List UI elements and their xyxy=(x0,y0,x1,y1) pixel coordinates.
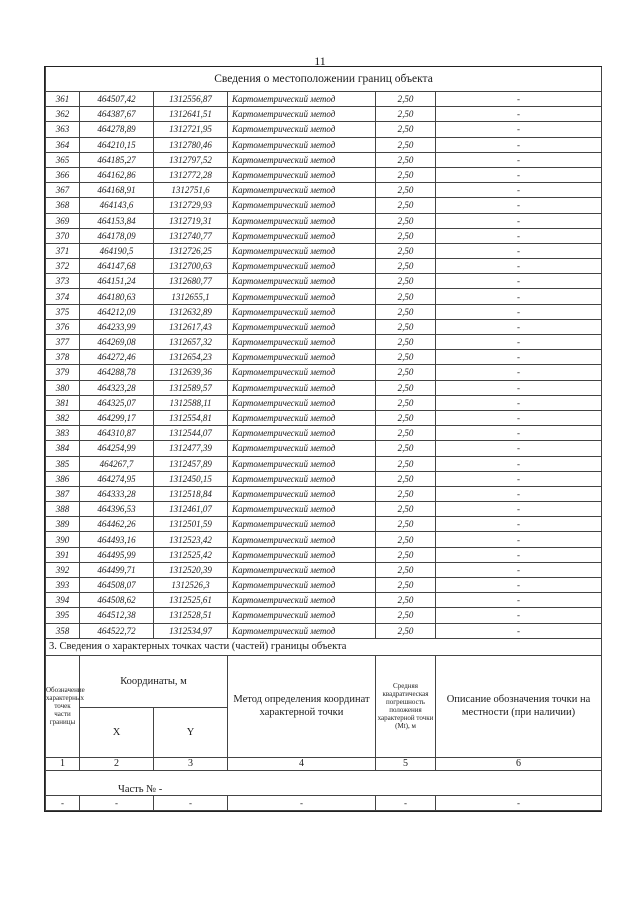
point-number-cell: 367 xyxy=(46,183,80,198)
table-row xyxy=(46,562,602,577)
point-number-cell: 369 xyxy=(46,213,80,228)
boundary-table xyxy=(45,67,602,639)
error-cell: 2,50 xyxy=(376,441,436,456)
description-cell: - xyxy=(436,365,602,380)
empty-cell-3: - xyxy=(154,795,228,810)
description-cell: - xyxy=(436,259,602,274)
col-method-header: Метод определения координат характерной точки xyxy=(228,655,376,757)
coord-y-cell: 1312501,59 xyxy=(154,517,228,532)
point-number-cell: 393 xyxy=(46,578,80,593)
point-number-cell: 370 xyxy=(46,228,80,243)
point-number-cell: 390 xyxy=(46,532,80,547)
document-frame xyxy=(44,66,602,812)
error-cell: 2,50 xyxy=(376,152,436,167)
error-cell: 2,50 xyxy=(376,92,436,107)
coord-y-cell: 1312525,42 xyxy=(154,547,228,562)
coord-y-cell: 1312525,61 xyxy=(154,593,228,608)
table-row xyxy=(46,502,602,517)
method-cell: Картометрический метод xyxy=(228,137,376,152)
coord-y-cell: 1312450,15 xyxy=(154,471,228,486)
method-cell: Картометрический метод xyxy=(228,122,376,137)
coord-x-cell: 464151,24 xyxy=(80,274,154,289)
coord-x-cell: 464212,09 xyxy=(80,304,154,319)
point-number-cell: 361 xyxy=(46,92,80,107)
coord-x-cell: 464272,46 xyxy=(80,350,154,365)
error-cell: 2,50 xyxy=(376,502,436,517)
coord-y-cell: 1312797,52 xyxy=(154,152,228,167)
table-row xyxy=(46,593,602,608)
empty-cell-5: - xyxy=(376,795,436,810)
method-cell: Картометрический метод xyxy=(228,608,376,623)
coord-y-cell: 1312657,32 xyxy=(154,335,228,350)
point-number-cell: 386 xyxy=(46,471,80,486)
coord-x-cell: 464495,99 xyxy=(80,547,154,562)
coord-x-cell: 464310,87 xyxy=(80,426,154,441)
table-row xyxy=(46,410,602,425)
coord-y-cell: 1312740,77 xyxy=(154,228,228,243)
error-cell: 2,50 xyxy=(376,623,436,638)
method-cell: Картометрический метод xyxy=(228,426,376,441)
error-cell: 2,50 xyxy=(376,122,436,137)
point-number-cell: 378 xyxy=(46,350,80,365)
description-cell: - xyxy=(436,335,602,350)
coord-x-cell: 464210,15 xyxy=(80,137,154,152)
point-number-cell: 365 xyxy=(46,152,80,167)
error-cell: 2,50 xyxy=(376,183,436,198)
coord-x-cell: 464168,91 xyxy=(80,183,154,198)
table-row xyxy=(46,274,602,289)
section-title: Сведения о местоположении границ объекта xyxy=(46,67,602,92)
coord-x-cell: 464153,84 xyxy=(80,213,154,228)
description-cell: - xyxy=(436,486,602,501)
col-error-header: Средняя квадратическая погрешность положения характерной точки (Мt), м xyxy=(376,655,436,757)
coord-x-cell: 464507,42 xyxy=(80,92,154,107)
table-row xyxy=(46,259,602,274)
method-cell: Картометрический метод xyxy=(228,593,376,608)
point-number-cell: 381 xyxy=(46,395,80,410)
description-cell: - xyxy=(436,608,602,623)
table-row xyxy=(46,471,602,486)
table-row xyxy=(46,122,602,137)
method-cell: Картометрический метод xyxy=(228,532,376,547)
error-cell: 2,50 xyxy=(376,335,436,350)
table-row xyxy=(46,243,602,258)
method-cell: Картометрический метод xyxy=(228,395,376,410)
method-cell: Картометрический метод xyxy=(228,107,376,122)
method-cell: Картометрический метод xyxy=(228,167,376,182)
method-cell: Картометрический метод xyxy=(228,380,376,395)
error-cell: 2,50 xyxy=(376,593,436,608)
coord-y-cell: 1312477,39 xyxy=(154,441,228,456)
table-row xyxy=(46,532,602,547)
coord-x-cell: 464323,28 xyxy=(80,380,154,395)
point-number-cell: 363 xyxy=(46,122,80,137)
error-cell: 2,50 xyxy=(376,456,436,471)
coord-y-cell: 1312726,25 xyxy=(154,243,228,258)
table-row xyxy=(46,623,602,638)
error-cell: 2,50 xyxy=(376,319,436,334)
coord-y-cell: 1312520,39 xyxy=(154,562,228,577)
coord-y-cell: 1312721,95 xyxy=(154,122,228,137)
coord-x-cell: 464178,09 xyxy=(80,228,154,243)
description-cell: - xyxy=(436,395,602,410)
error-cell: 2,50 xyxy=(376,228,436,243)
method-cell: Картометрический метод xyxy=(228,259,376,274)
description-cell: - xyxy=(436,578,602,593)
point-number-cell: 375 xyxy=(46,304,80,319)
method-cell: Картометрический метод xyxy=(228,350,376,365)
col-num-4: 4 xyxy=(228,757,376,770)
point-number-cell: 371 xyxy=(46,243,80,258)
coord-x-cell: 464185,27 xyxy=(80,152,154,167)
coord-y-cell: 1312655,1 xyxy=(154,289,228,304)
description-cell: - xyxy=(436,183,602,198)
error-cell: 2,50 xyxy=(376,137,436,152)
table-row xyxy=(46,152,602,167)
method-cell: Картометрический метод xyxy=(228,623,376,638)
col-point-header: Обозначение характерных точек части границы xyxy=(46,655,80,757)
coord-y-cell: 1312654,23 xyxy=(154,350,228,365)
point-number-cell: 376 xyxy=(46,319,80,334)
coord-x-cell: 464396,53 xyxy=(80,502,154,517)
coord-y-cell: 1312461,07 xyxy=(154,502,228,517)
method-cell: Картометрический метод xyxy=(228,502,376,517)
coord-x-cell: 464299,17 xyxy=(80,410,154,425)
method-cell: Картометрический метод xyxy=(228,547,376,562)
coord-y-cell: 1312544,07 xyxy=(154,426,228,441)
col-x-header: X xyxy=(80,707,154,757)
method-cell: Картометрический метод xyxy=(228,198,376,213)
method-cell: Картометрический метод xyxy=(228,304,376,319)
point-number-cell: 383 xyxy=(46,426,80,441)
error-cell: 2,50 xyxy=(376,107,436,122)
point-number-cell: 364 xyxy=(46,137,80,152)
empty-cell-2: - xyxy=(80,795,154,810)
method-cell: Картометрический метод xyxy=(228,410,376,425)
coord-x-cell: 464333,28 xyxy=(80,486,154,501)
description-cell: - xyxy=(436,107,602,122)
error-cell: 2,50 xyxy=(376,562,436,577)
point-number-cell: 368 xyxy=(46,198,80,213)
table-row xyxy=(46,228,602,243)
point-number-cell: 372 xyxy=(46,259,80,274)
coord-y-cell: 1312523,42 xyxy=(154,532,228,547)
empty-cell-1: - xyxy=(46,795,80,810)
coord-x-cell: 464162,86 xyxy=(80,167,154,182)
point-number-cell: 385 xyxy=(46,456,80,471)
coord-y-cell: 1312719,31 xyxy=(154,213,228,228)
description-cell: - xyxy=(436,152,602,167)
section3-title: 3. Сведения о характерных точках части (частей) границы объекта xyxy=(46,639,602,656)
coord-x-cell: 464267,7 xyxy=(80,456,154,471)
coord-y-cell: 1312589,57 xyxy=(154,380,228,395)
table-row xyxy=(46,395,602,410)
coord-x-cell: 464254,99 xyxy=(80,441,154,456)
coord-x-cell: 464499,71 xyxy=(80,562,154,577)
coord-y-cell: 1312639,36 xyxy=(154,365,228,380)
error-cell: 2,50 xyxy=(376,426,436,441)
description-cell: - xyxy=(436,167,602,182)
error-cell: 2,50 xyxy=(376,259,436,274)
description-cell: - xyxy=(436,350,602,365)
description-cell: - xyxy=(436,562,602,577)
table-row xyxy=(46,517,602,532)
point-number-cell: 366 xyxy=(46,167,80,182)
description-cell: - xyxy=(436,517,602,532)
page-number: 11 xyxy=(314,54,326,68)
coord-x-cell: 464274,95 xyxy=(80,471,154,486)
point-number-cell: 373 xyxy=(46,274,80,289)
method-cell: Картометрический метод xyxy=(228,213,376,228)
coord-x-cell: 464387,67 xyxy=(80,107,154,122)
error-cell: 2,50 xyxy=(376,471,436,486)
col-num-2: 2 xyxy=(80,757,154,770)
method-cell: Картометрический метод xyxy=(228,183,376,198)
coord-y-cell: 1312772,28 xyxy=(154,167,228,182)
description-cell: - xyxy=(436,213,602,228)
coord-y-cell: 1312457,89 xyxy=(154,456,228,471)
method-cell: Картометрический метод xyxy=(228,562,376,577)
point-number-cell: 380 xyxy=(46,380,80,395)
coord-x-cell: 464180,63 xyxy=(80,289,154,304)
point-number-cell: 394 xyxy=(46,593,80,608)
point-number-cell: 382 xyxy=(46,410,80,425)
table-row xyxy=(46,198,602,213)
error-cell: 2,50 xyxy=(376,274,436,289)
point-number-cell: 392 xyxy=(46,562,80,577)
method-cell: Картометрический метод xyxy=(228,456,376,471)
description-cell: - xyxy=(436,274,602,289)
method-cell: Картометрический метод xyxy=(228,152,376,167)
coord-y-cell: 1312554,81 xyxy=(154,410,228,425)
table-row xyxy=(46,441,602,456)
coord-y-cell: 1312729,93 xyxy=(154,198,228,213)
table-row xyxy=(46,107,602,122)
method-cell: Картометрический метод xyxy=(228,228,376,243)
table-row xyxy=(46,137,602,152)
table-row xyxy=(46,183,602,198)
method-cell: Картометрический метод xyxy=(228,486,376,501)
col-y-header: Y xyxy=(154,707,228,757)
col-num-6: 6 xyxy=(436,757,602,770)
description-cell: - xyxy=(436,532,602,547)
description-cell: - xyxy=(436,441,602,456)
error-cell: 2,50 xyxy=(376,547,436,562)
table-row xyxy=(46,304,602,319)
description-cell: - xyxy=(436,471,602,486)
table-row xyxy=(46,350,602,365)
col-num-5: 5 xyxy=(376,757,436,770)
coord-y-cell: 1312617,43 xyxy=(154,319,228,334)
description-cell: - xyxy=(436,137,602,152)
coord-x-cell: 464269,08 xyxy=(80,335,154,350)
error-cell: 2,50 xyxy=(376,608,436,623)
description-cell: - xyxy=(436,122,602,137)
description-cell: - xyxy=(436,92,602,107)
coord-x-cell: 464278,89 xyxy=(80,122,154,137)
coord-y-cell: 1312534,97 xyxy=(154,623,228,638)
method-cell: Картометрический метод xyxy=(228,335,376,350)
error-cell: 2,50 xyxy=(376,578,436,593)
error-cell: 2,50 xyxy=(376,486,436,501)
method-cell: Картометрический метод xyxy=(228,319,376,334)
error-cell: 2,50 xyxy=(376,380,436,395)
method-cell: Картометрический метод xyxy=(228,517,376,532)
description-cell: - xyxy=(436,319,602,334)
method-cell: Картометрический метод xyxy=(228,243,376,258)
point-number-cell: 379 xyxy=(46,365,80,380)
description-cell: - xyxy=(436,289,602,304)
description-cell: - xyxy=(436,304,602,319)
part-points-table xyxy=(45,639,602,811)
error-cell: 2,50 xyxy=(376,517,436,532)
coord-x-cell: 464512,38 xyxy=(80,608,154,623)
point-number-cell: 362 xyxy=(46,107,80,122)
coord-y-cell: 1312700,63 xyxy=(154,259,228,274)
table-row xyxy=(46,319,602,334)
point-number-cell: 391 xyxy=(46,547,80,562)
table-row xyxy=(46,213,602,228)
error-cell: 2,50 xyxy=(376,289,436,304)
coord-y-cell: 1312780,46 xyxy=(154,137,228,152)
description-cell: - xyxy=(436,593,602,608)
col-num-3: 3 xyxy=(154,757,228,770)
coord-x-cell: 464462,26 xyxy=(80,517,154,532)
method-cell: Картометрический метод xyxy=(228,365,376,380)
table-row xyxy=(46,578,602,593)
col-coords-header: Координаты, м xyxy=(80,655,228,707)
coord-y-cell: 1312528,51 xyxy=(154,608,228,623)
point-number-cell: 384 xyxy=(46,441,80,456)
coord-x-cell: 464493,16 xyxy=(80,532,154,547)
point-number-cell: 358 xyxy=(46,623,80,638)
point-number-cell: 395 xyxy=(46,608,80,623)
coord-x-cell: 464325,07 xyxy=(80,395,154,410)
part-label: Часть № - xyxy=(46,770,602,795)
table-row xyxy=(46,380,602,395)
description-cell: - xyxy=(436,410,602,425)
point-number-cell: 374 xyxy=(46,289,80,304)
coord-x-cell: 464288,78 xyxy=(80,365,154,380)
table-row xyxy=(46,486,602,501)
description-cell: - xyxy=(436,456,602,471)
coord-y-cell: 1312751,6 xyxy=(154,183,228,198)
method-cell: Картометрический метод xyxy=(228,471,376,486)
coord-x-cell: 464190,5 xyxy=(80,243,154,258)
error-cell: 2,50 xyxy=(376,198,436,213)
table-row xyxy=(46,608,602,623)
description-cell: - xyxy=(436,198,602,213)
method-cell: Картометрический метод xyxy=(228,578,376,593)
point-number-cell: 377 xyxy=(46,335,80,350)
table-row xyxy=(46,365,602,380)
method-cell: Картометрический метод xyxy=(228,274,376,289)
description-cell: - xyxy=(436,502,602,517)
table-row xyxy=(46,92,602,107)
coord-x-cell: 464508,07 xyxy=(80,578,154,593)
coord-y-cell: 1312632,89 xyxy=(154,304,228,319)
method-cell: Картометрический метод xyxy=(228,92,376,107)
empty-cell-4: - xyxy=(228,795,376,810)
coord-y-cell: 1312526,3 xyxy=(154,578,228,593)
coord-x-cell: 464147,68 xyxy=(80,259,154,274)
description-cell: - xyxy=(436,623,602,638)
description-cell: - xyxy=(436,547,602,562)
table-row xyxy=(46,167,602,182)
error-cell: 2,50 xyxy=(376,395,436,410)
table-row xyxy=(46,289,602,304)
coord-x-cell: 464233,99 xyxy=(80,319,154,334)
coord-y-cell: 1312556,87 xyxy=(154,92,228,107)
coord-x-cell: 464143,6 xyxy=(80,198,154,213)
description-cell: - xyxy=(436,426,602,441)
coord-y-cell: 1312680,77 xyxy=(154,274,228,289)
table-row xyxy=(46,335,602,350)
error-cell: 2,50 xyxy=(376,350,436,365)
coord-y-cell: 1312588,11 xyxy=(154,395,228,410)
empty-cell-6: - xyxy=(436,795,602,810)
description-cell: - xyxy=(436,228,602,243)
table-row xyxy=(46,547,602,562)
error-cell: 2,50 xyxy=(376,243,436,258)
method-cell: Картометрический метод xyxy=(228,289,376,304)
error-cell: 2,50 xyxy=(376,304,436,319)
error-cell: 2,50 xyxy=(376,213,436,228)
error-cell: 2,50 xyxy=(376,532,436,547)
point-number-cell: 388 xyxy=(46,502,80,517)
coord-y-cell: 1312518,84 xyxy=(154,486,228,501)
coordinates-body xyxy=(46,92,602,639)
description-cell: - xyxy=(436,243,602,258)
description-cell: - xyxy=(436,380,602,395)
error-cell: 2,50 xyxy=(376,167,436,182)
coord-x-cell: 464522,72 xyxy=(80,623,154,638)
error-cell: 2,50 xyxy=(376,410,436,425)
col-desc-header: Описание обозначения точки на местности (при наличии) xyxy=(436,655,602,757)
point-number-cell: 389 xyxy=(46,517,80,532)
error-cell: 2,50 xyxy=(376,365,436,380)
table-row xyxy=(46,456,602,471)
coord-y-cell: 1312641,51 xyxy=(154,107,228,122)
table-row xyxy=(46,426,602,441)
coord-x-cell: 464508,62 xyxy=(80,593,154,608)
col-num-1: 1 xyxy=(46,757,80,770)
method-cell: Картометрический метод xyxy=(228,441,376,456)
point-number-cell: 387 xyxy=(46,486,80,501)
